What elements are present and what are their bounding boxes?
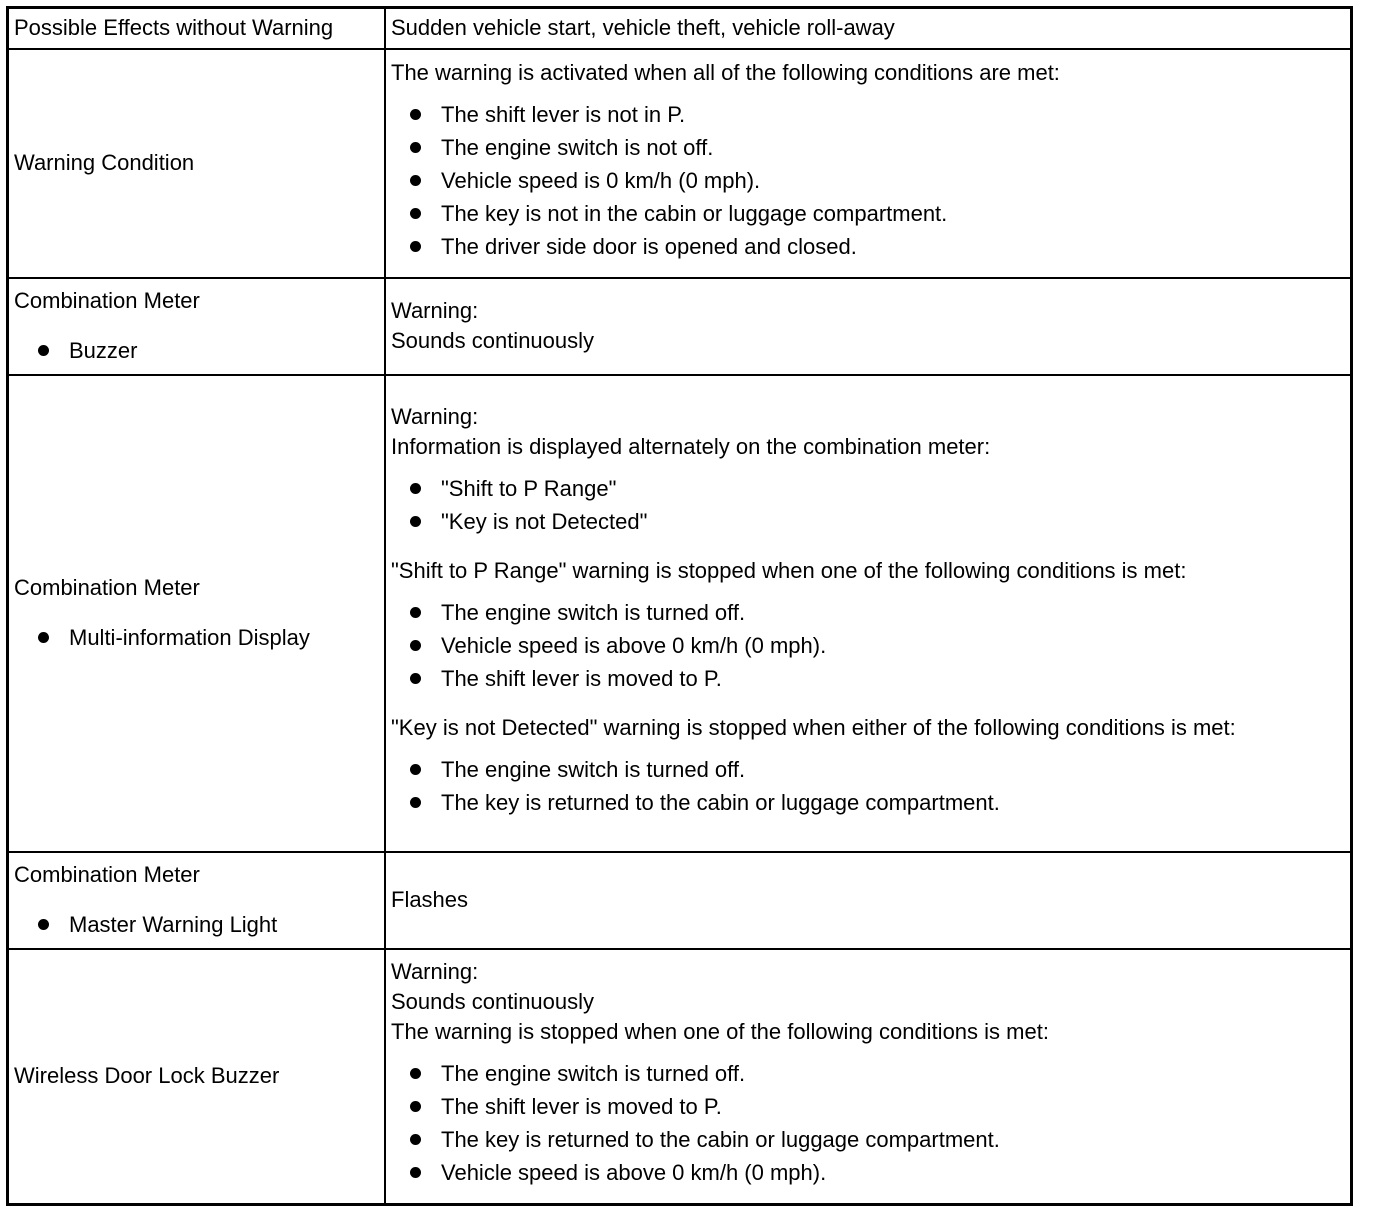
list-item: Vehicle speed is 0 km/h (0 mph).	[441, 164, 1345, 197]
row-label-cell	[8, 949, 386, 1205]
row-label: Combination Meter	[14, 287, 200, 313]
label-bullet-item: Buzzer	[69, 334, 379, 367]
label-bullet-list	[14, 908, 379, 941]
row-content-cell	[385, 949, 1352, 1205]
row-content-cell	[385, 278, 1352, 375]
list-item: The shift lever is moved to P.	[441, 662, 1345, 695]
list-item: The key is returned to the cabin or luggage compartment.	[441, 786, 1345, 819]
row-label: Warning Condition	[14, 150, 195, 175]
row-content-cell	[385, 8, 1352, 49]
content-intro: The warning is activated when all of the following conditions are met:	[391, 59, 1060, 85]
content-line: The warning is stopped when one of the following conditions is met:	[391, 1019, 1049, 1045]
table-row	[8, 375, 1352, 852]
condition-list	[391, 98, 1345, 263]
row-label-cell	[8, 375, 386, 852]
list-item: The driver side door is opened and closed.	[441, 230, 1345, 263]
list-item: The shift lever is moved to P.	[441, 1090, 1345, 1123]
table-row	[8, 49, 1352, 278]
list-item: "Shift to P Range"	[441, 472, 1345, 505]
table-row	[8, 278, 1352, 375]
content-paragraph: "Key is not Detected" warning is stopped when either of the following conditions is met:	[391, 714, 1236, 740]
warning-spec-table	[6, 6, 1353, 1206]
content-line: Flashes	[391, 887, 469, 912]
label-bullet-item: Master Warning Light	[69, 908, 379, 941]
shift-stop-list	[391, 596, 1345, 695]
content-line: Sounds continuously	[391, 328, 595, 353]
list-item: Vehicle speed is above 0 km/h (0 mph).	[441, 1156, 1345, 1189]
row-label-cell	[8, 852, 386, 949]
row-label: Combination Meter	[14, 861, 200, 887]
content-line: Warning:	[391, 959, 479, 985]
row-label-cell	[8, 278, 386, 375]
label-bullet-item: Multi-information Display	[69, 621, 379, 654]
list-item: The shift lever is not in P.	[441, 98, 1345, 131]
label-bullet-list	[14, 621, 379, 654]
content-line: Sounds continuously	[391, 989, 595, 1015]
row-content-cell	[385, 49, 1352, 278]
list-item: The engine switch is turned off.	[441, 596, 1345, 629]
table-row	[8, 852, 1352, 949]
list-item: "Key is not Detected"	[441, 505, 1345, 538]
content-line: Warning:	[391, 298, 479, 323]
content-line: Sudden vehicle start, vehicle theft, vehicle roll-away	[391, 15, 895, 41]
content-paragraph: "Shift to P Range" warning is stopped when one of the following conditions is met:	[391, 557, 1187, 583]
row-content-cell	[385, 375, 1352, 852]
key-stop-list	[391, 753, 1345, 819]
row-label-cell	[8, 8, 386, 49]
content-line: Warning:	[391, 403, 479, 429]
display-message-list	[391, 472, 1345, 538]
row-label: Combination Meter	[14, 574, 200, 600]
row-content-cell	[385, 852, 1352, 949]
row-label: Possible Effects without Warning	[14, 15, 334, 41]
list-item: The engine switch is turned off.	[441, 1057, 1345, 1090]
list-item: The key is not in the cabin or luggage compartment.	[441, 197, 1345, 230]
content-line: Information is displayed alternately on the combination meter:	[391, 433, 991, 459]
label-bullet-list	[14, 334, 379, 367]
row-label: Wireless Door Lock Buzzer	[14, 1063, 280, 1089]
table-row	[8, 8, 1352, 49]
table-row	[8, 949, 1352, 1205]
list-item: The engine switch is not off.	[441, 131, 1345, 164]
list-item: The engine switch is turned off.	[441, 753, 1345, 786]
row-label-cell	[8, 49, 386, 278]
list-item: The key is returned to the cabin or luggage compartment.	[441, 1123, 1345, 1156]
list-item: Vehicle speed is above 0 km/h (0 mph).	[441, 629, 1345, 662]
buzzer-stop-list	[391, 1057, 1345, 1189]
